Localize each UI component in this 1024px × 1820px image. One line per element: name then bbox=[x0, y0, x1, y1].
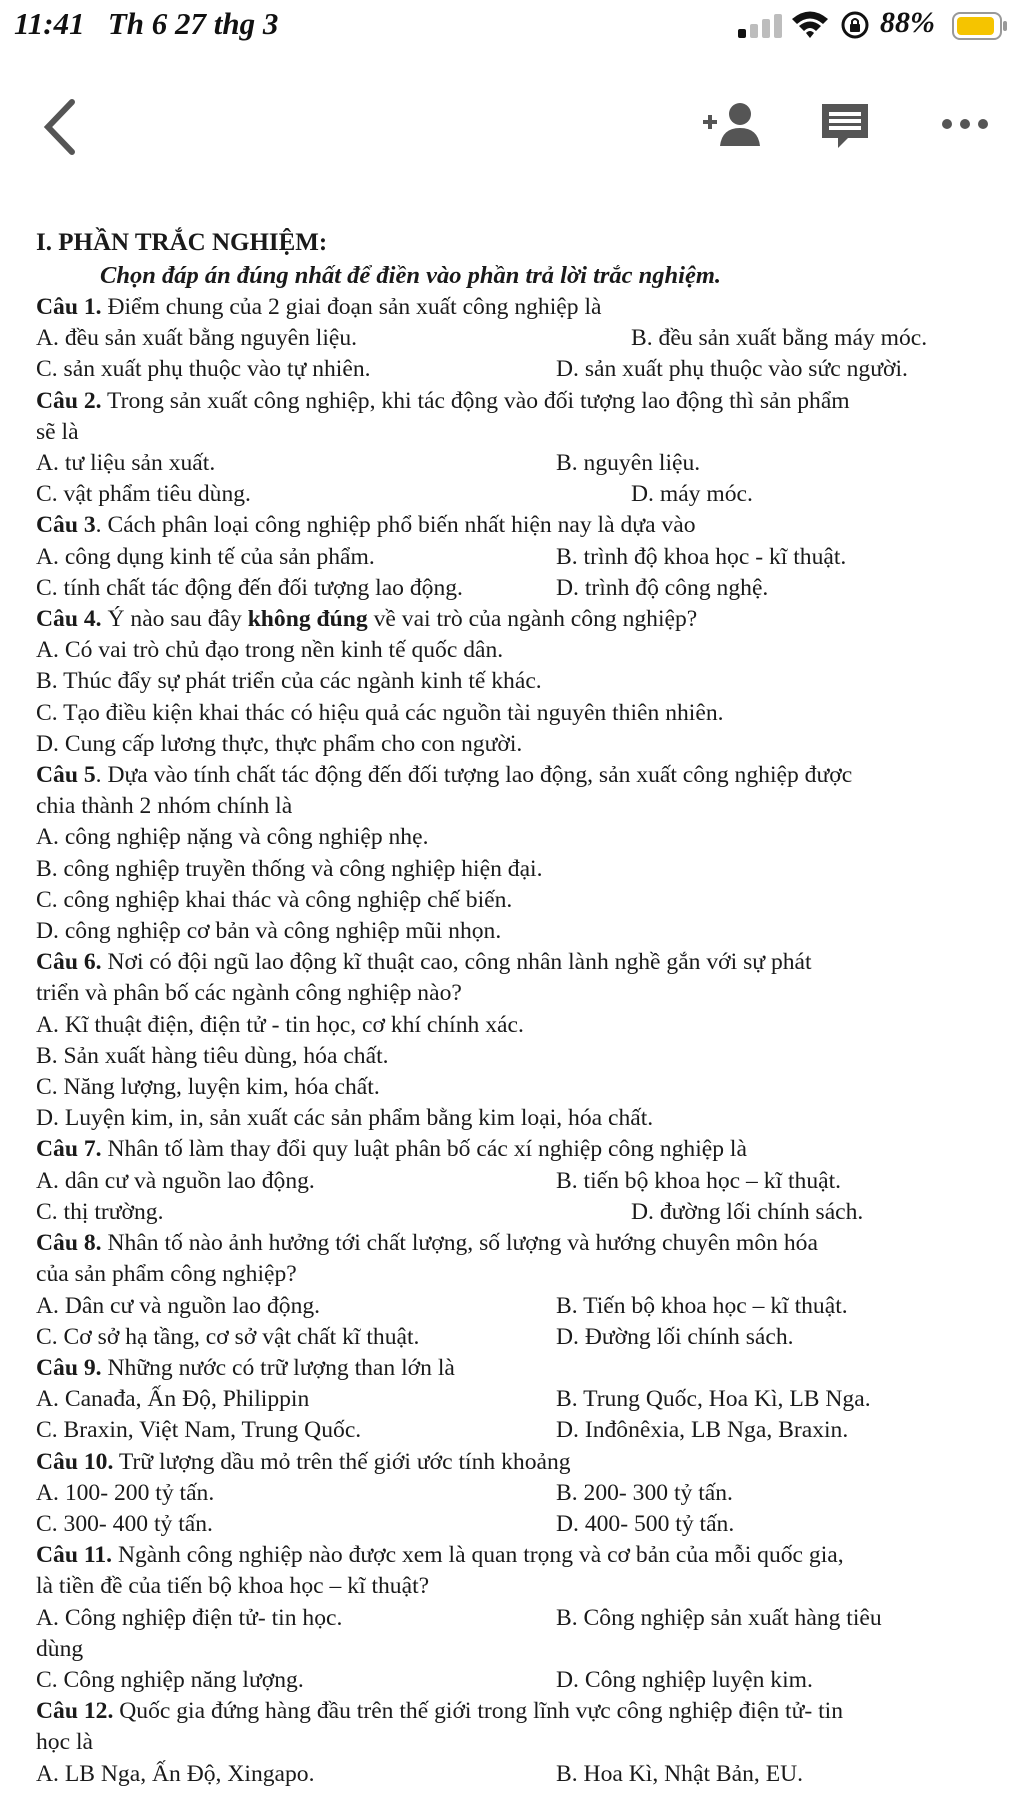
question-6-cont: triển và phân bố các ngành công nghiệp nào? bbox=[36, 980, 462, 1007]
back-icon[interactable] bbox=[40, 98, 80, 156]
option-a: A. dân cư và nguồn lao động. bbox=[36, 1167, 315, 1194]
options-row bbox=[36, 1166, 1006, 1197]
wifi-icon bbox=[790, 8, 830, 40]
question-2: Câu 2. Trong sản xuất công nghiệp, khi tác động vào đối tượng lao động thì sản phẩm bbox=[36, 387, 850, 414]
option-c: C. công nghiệp khai thác và công nghiệp chế biến. bbox=[36, 886, 513, 913]
option-c: C. 300- 400 tỷ tấn. bbox=[36, 1510, 213, 1537]
question-3: Câu 3. Cách phân loại công nghiệp phổ biến nhất hiện nay là dựa vào bbox=[36, 512, 696, 539]
option-d: D. công nghiệp cơ bản và công nghiệp mũi nhọn. bbox=[36, 918, 502, 945]
options-row bbox=[36, 1509, 1006, 1540]
option-b: B. Hoa Kì, Nhật Bản, EU. bbox=[556, 1760, 804, 1787]
instruction: Chọn đáp án đúng nhất để điền vào phần trả lời trắc nghiệm. bbox=[100, 262, 722, 289]
option-d: D. trình độ công nghệ. bbox=[556, 574, 769, 601]
option-d: D. Luyện kim, in, sản xuất các sản phẩm bằng kim loại, hóa chất. bbox=[36, 1105, 654, 1132]
nav-bar bbox=[0, 80, 1024, 170]
option-b: B. 200- 300 tỷ tấn. bbox=[556, 1479, 733, 1506]
option-c: C. Braxin, Việt Nam, Trung Quốc. bbox=[36, 1417, 362, 1444]
option-c: C. Tạo điều kiện khai thác có hiệu quả các nguồn tài nguyên thiên nhiên. bbox=[36, 699, 724, 726]
option-a: A. Công nghiệp điện tử- tin học. bbox=[36, 1604, 343, 1631]
option-b: B. công nghiệp truyền thống và công nghiệp hiện đại. bbox=[36, 855, 543, 882]
option-b: B. tiến bộ khoa học – kĩ thuật. bbox=[556, 1167, 842, 1194]
options-row bbox=[36, 323, 1006, 354]
option-b: B. nguyên liệu. bbox=[556, 450, 701, 477]
battery-percent: 88% bbox=[880, 6, 935, 39]
question-5-cont: chia thành 2 nhóm chính là bbox=[36, 793, 293, 820]
question-7: Câu 7. Nhân tố làm thay đổi quy luật phân bố các xí nghiệp công nghiệp là bbox=[36, 1136, 747, 1163]
option-a: A. LB Nga, Ấn Độ, Xingapo. bbox=[36, 1760, 315, 1787]
option-a: A. Có vai trò chủ đạo trong nền kinh tế quốc dân. bbox=[36, 637, 504, 664]
clock: 11:41 bbox=[14, 6, 85, 41]
options-row bbox=[36, 479, 1006, 510]
question-12: Câu 12. Quốc gia đứng hàng đầu trên thế giới trong lĩnh vực công nghiệp điện tử- tin bbox=[36, 1698, 844, 1725]
question-8: Câu 8. Nhân tố nào ảnh hưởng tới chất lượng, số lượng và hướng chuyên môn hóa bbox=[36, 1230, 818, 1257]
more-icon[interactable] bbox=[940, 116, 990, 132]
comment-icon[interactable] bbox=[818, 100, 872, 152]
option-a: A. Kĩ thuật điện, điện tử - tin học, cơ khí chính xác. bbox=[36, 1011, 524, 1038]
question-6: Câu 6. Nơi có đội ngũ lao động kĩ thuật cao, công nhân lành nghề gắn với sự phát bbox=[36, 949, 812, 976]
options-row bbox=[36, 448, 1006, 479]
question-2-cont: sẽ là bbox=[36, 418, 79, 445]
options-row bbox=[36, 1197, 1006, 1228]
option-d: D. đường lối chính sách. bbox=[631, 1198, 864, 1225]
option-a: A. tư liệu sản xuất. bbox=[36, 450, 216, 477]
option-b: B. Thúc đẩy sự phát triển của các ngành kinh tế khác. bbox=[36, 668, 542, 695]
options-row bbox=[36, 542, 1006, 573]
options-row bbox=[36, 1603, 1006, 1634]
options-row bbox=[36, 573, 1006, 604]
question-8-cont: của sản phẩm công nghiệp? bbox=[36, 1261, 297, 1288]
option-a: A. Canađa, Ấn Độ, Philippin bbox=[36, 1386, 310, 1413]
rotation-lock-icon bbox=[840, 10, 870, 40]
options-row bbox=[36, 1759, 1006, 1790]
option-d: D. Cung cấp lương thực, thực phẩm cho con người. bbox=[36, 730, 523, 757]
options-row bbox=[36, 354, 1006, 385]
option-b: B. Sản xuất hàng tiêu dùng, hóa chất. bbox=[36, 1042, 389, 1069]
option-c: C. Năng lượng, luyện kim, hóa chất. bbox=[36, 1074, 380, 1101]
option-c: C. Công nghiệp năng lượng. bbox=[36, 1666, 304, 1693]
option-a: A. công dụng kinh tế của sản phẩm. bbox=[36, 543, 375, 570]
options-row bbox=[36, 1384, 1006, 1415]
options-row bbox=[36, 1415, 1006, 1446]
option-a: A. đều sản xuất bằng nguyên liệu. bbox=[36, 325, 358, 352]
option-d: D. máy móc. bbox=[631, 481, 753, 508]
option-b: B. Trung Quốc, Hoa Kì, LB Nga. bbox=[556, 1386, 871, 1413]
section-title: I. PHẦN TRẮC NGHIỆM: bbox=[36, 229, 328, 256]
option-c: C. tính chất tác động đến đối tượng lao động. bbox=[36, 574, 463, 601]
option-c: C. thị trường. bbox=[36, 1198, 164, 1225]
option-a: A. Dân cư và nguồn lao động. bbox=[36, 1292, 321, 1319]
status-time bbox=[14, 6, 278, 42]
option-d: D. Công nghiệp luyện kim. bbox=[556, 1666, 813, 1693]
question-11: Câu 11. Ngành công nghiệp nào được xem là quan trọng và cơ bản của mỗi quốc gia, bbox=[36, 1542, 844, 1569]
option-b-cont: dùng bbox=[36, 1635, 84, 1662]
date: Th 6 27 thg 3 bbox=[107, 6, 279, 41]
option-a: A. 100- 200 tỷ tấn. bbox=[36, 1479, 215, 1506]
question-1: Câu 1. Điểm chung của 2 giai đoạn sản xuất công nghiệp là bbox=[36, 294, 602, 320]
option-c: C. vật phẩm tiêu dùng. bbox=[36, 481, 251, 508]
question-5: Câu 5. Dựa vào tính chất tác động đến đối tượng lao động, sản xuất công nghiệp được bbox=[36, 762, 853, 789]
document-content bbox=[36, 226, 1006, 1790]
options-row bbox=[36, 1322, 1006, 1353]
question-12-cont: học là bbox=[36, 1729, 93, 1756]
question-10: Câu 10. Trữ lượng dầu mỏ trên thế giới ước tính khoảng bbox=[36, 1448, 571, 1475]
question-4: Câu 4. Ý nào sau đây không đúng về vai trò của ngành công nghiệp? bbox=[36, 606, 698, 633]
option-a: A. công nghiệp nặng và công nghiệp nhẹ. bbox=[36, 824, 429, 851]
option-b: B. đều sản xuất bằng máy móc. bbox=[631, 325, 928, 352]
question-9: Câu 9. Những nước có trữ lượng than lớn là bbox=[36, 1354, 455, 1381]
option-c: C. Cơ sở hạ tầng, cơ sở vật chất kĩ thuật. bbox=[36, 1323, 420, 1350]
options-row bbox=[36, 1665, 1006, 1696]
options-row bbox=[36, 1478, 1006, 1509]
option-b: B. Công nghiệp sản xuất hàng tiêu bbox=[556, 1604, 882, 1631]
option-d: D. 400- 500 tỷ tấn. bbox=[556, 1510, 735, 1537]
cellular-signal-icon bbox=[738, 12, 784, 38]
option-d: D. sản xuất phụ thuộc vào sức người. bbox=[556, 356, 908, 383]
option-d: D. Đường lối chính sách. bbox=[556, 1323, 794, 1350]
option-b: B. Tiến bộ khoa học – kĩ thuật. bbox=[556, 1292, 848, 1319]
options-row bbox=[36, 1291, 1006, 1322]
option-c: C. sản xuất phụ thuộc vào tự nhiên. bbox=[36, 356, 371, 383]
battery-icon bbox=[952, 12, 1008, 40]
add-user-icon[interactable] bbox=[700, 100, 764, 150]
status-bar bbox=[0, 0, 1024, 52]
option-b: B. trình độ khoa học - kĩ thuật. bbox=[556, 543, 847, 570]
option-d: D. Inđônêxia, LB Nga, Braxin. bbox=[556, 1417, 849, 1444]
question-11-cont: là tiền đề của tiến bộ khoa học – kĩ thuật? bbox=[36, 1573, 430, 1600]
